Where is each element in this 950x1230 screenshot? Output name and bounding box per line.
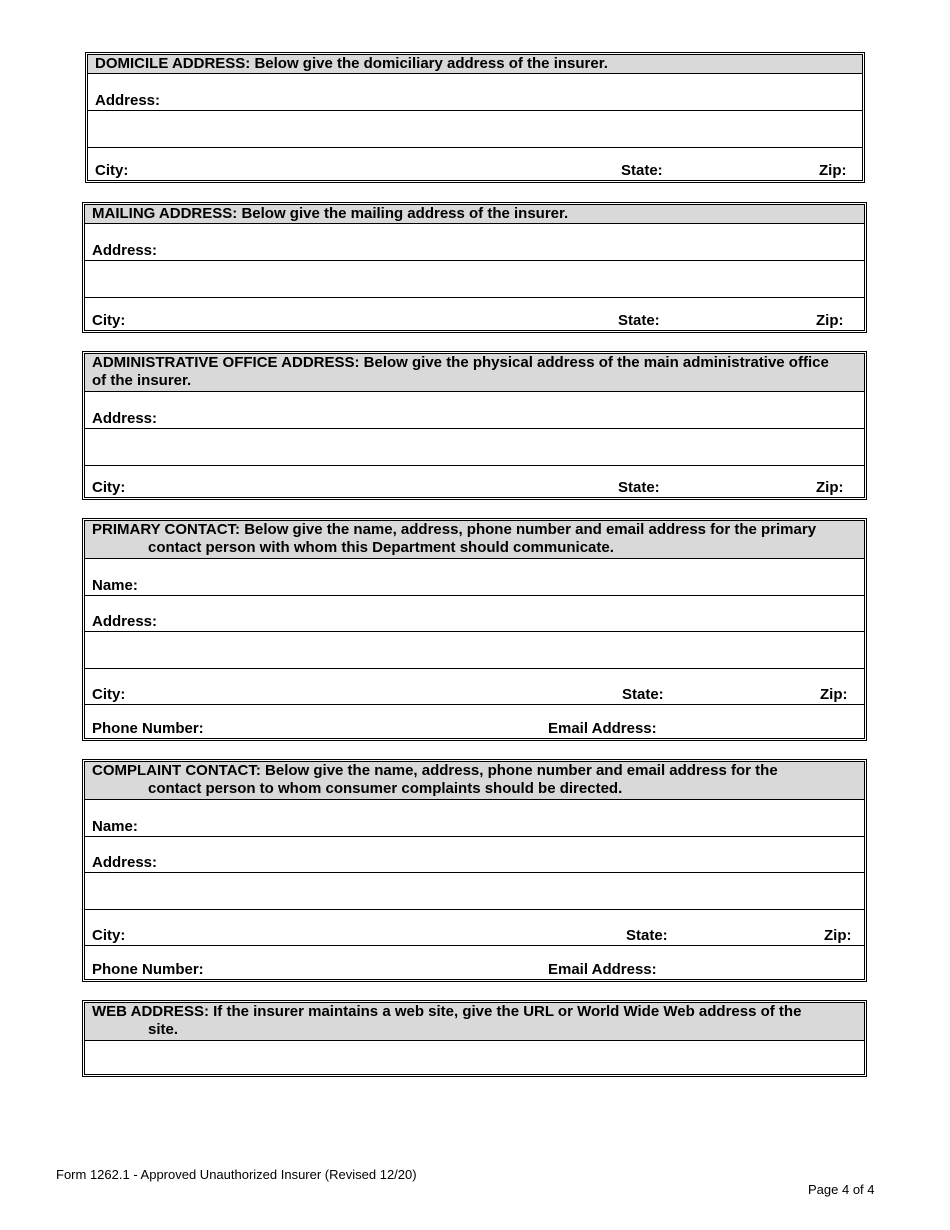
primary-contact-header-line1: PRIMARY CONTACT: Below give the name, address, phone number and email address for the primary xyxy=(92,521,817,538)
mailing-city-state-zip-row[interactable] xyxy=(85,298,864,330)
domicile-header-text: DOMICILE ADDRESS: Below give the domiciliary address of the insurer. xyxy=(95,55,608,72)
administrative-office-section xyxy=(82,351,867,500)
mailing-city-label: City: xyxy=(92,312,126,329)
complaint-contact-header-line1: COMPLAINT CONTACT: Below give the name, address, phone number and email address for the xyxy=(92,762,778,779)
administrative-header-line2: of the insurer. xyxy=(92,372,192,389)
domicile-header xyxy=(88,55,862,74)
administrative-address-field[interactable] xyxy=(85,392,864,429)
domicile-address-label: Address: xyxy=(95,92,161,109)
primary-contact-address-line2-field[interactable] xyxy=(85,632,864,669)
footer-page-number: Page 4 of 4 xyxy=(808,1182,875,1197)
complaint-contact-header-line2: contact person to whom consumer complaints should be directed. xyxy=(148,780,623,797)
domicile-address-line2-field[interactable] xyxy=(88,111,862,148)
primary-contact-city-state-zip-row[interactable] xyxy=(85,669,864,705)
complaint-contact-phone-email-row[interactable] xyxy=(85,946,864,979)
mailing-state-label: State: xyxy=(618,312,660,329)
mailing-header xyxy=(85,205,864,224)
web-address-field[interactable] xyxy=(85,1041,864,1074)
complaint-contact-email-label: Email Address: xyxy=(548,961,657,978)
primary-contact-name-label: Name: xyxy=(92,577,138,594)
primary-contact-name-field[interactable] xyxy=(85,559,864,596)
web-address-header xyxy=(85,1003,864,1041)
primary-contact-section xyxy=(82,518,867,741)
domicile-state-label: State: xyxy=(621,162,663,179)
complaint-contact-zip-label: Zip: xyxy=(824,927,852,944)
domicile-zip-label: Zip: xyxy=(819,162,847,179)
mailing-address-line2-field[interactable] xyxy=(85,261,864,298)
web-address-header-line1: WEB ADDRESS: If the insurer maintains a web site, give the URL or World Wide Web address of the xyxy=(92,1003,802,1020)
primary-contact-header xyxy=(85,521,864,559)
primary-contact-zip-label: Zip: xyxy=(820,686,848,703)
domicile-city-state-zip-row[interactable] xyxy=(88,148,862,180)
mailing-zip-label: Zip: xyxy=(816,312,844,329)
complaint-contact-header xyxy=(85,762,864,800)
complaint-contact-section xyxy=(82,759,867,982)
domicile-city-label: City: xyxy=(95,162,129,179)
complaint-contact-city-label: City: xyxy=(92,927,126,944)
primary-contact-phone-label: Phone Number: xyxy=(92,720,204,737)
footer-form-name: Form 1262.1 - Approved Unauthorized Insurer (Revised 12/20) xyxy=(56,1167,417,1182)
complaint-contact-name-label: Name: xyxy=(92,818,138,835)
mailing-address-field[interactable] xyxy=(85,224,864,261)
primary-contact-email-label: Email Address: xyxy=(548,720,657,737)
administrative-address-label: Address: xyxy=(92,410,158,427)
administrative-header xyxy=(85,354,864,392)
administrative-address-line2-field[interactable] xyxy=(85,429,864,466)
complaint-contact-phone-label: Phone Number: xyxy=(92,961,204,978)
domicile-address-field[interactable] xyxy=(88,74,862,111)
administrative-header-line1: ADMINISTRATIVE OFFICE ADDRESS: Below give the physical address of the main administrative office xyxy=(92,354,829,371)
complaint-contact-city-state-zip-row[interactable] xyxy=(85,910,864,946)
complaint-contact-state-label: State: xyxy=(626,927,668,944)
mailing-address-label: Address: xyxy=(92,242,158,259)
complaint-contact-address-field[interactable] xyxy=(85,837,864,873)
web-address-section xyxy=(82,1000,867,1077)
administrative-state-label: State: xyxy=(618,479,660,496)
administrative-zip-label: Zip: xyxy=(816,479,844,496)
mailing-address-section xyxy=(82,202,867,333)
mailing-header-text: MAILING ADDRESS: Below give the mailing address of the insurer. xyxy=(92,205,569,222)
primary-contact-address-label: Address: xyxy=(92,613,158,630)
administrative-city-label: City: xyxy=(92,479,126,496)
primary-contact-address-field[interactable] xyxy=(85,596,864,632)
web-address-header-line2: site. xyxy=(148,1021,179,1038)
domicile-address-section xyxy=(85,52,865,183)
complaint-contact-address-label: Address: xyxy=(92,854,158,871)
primary-contact-phone-email-row[interactable] xyxy=(85,705,864,738)
primary-contact-state-label: State: xyxy=(622,686,664,703)
primary-contact-city-label: City: xyxy=(92,686,126,703)
administrative-city-state-zip-row[interactable] xyxy=(85,466,864,497)
complaint-contact-address-line2-field[interactable] xyxy=(85,873,864,910)
complaint-contact-name-field[interactable] xyxy=(85,800,864,837)
primary-contact-header-line2: contact person with whom this Department should communicate. xyxy=(148,539,614,556)
